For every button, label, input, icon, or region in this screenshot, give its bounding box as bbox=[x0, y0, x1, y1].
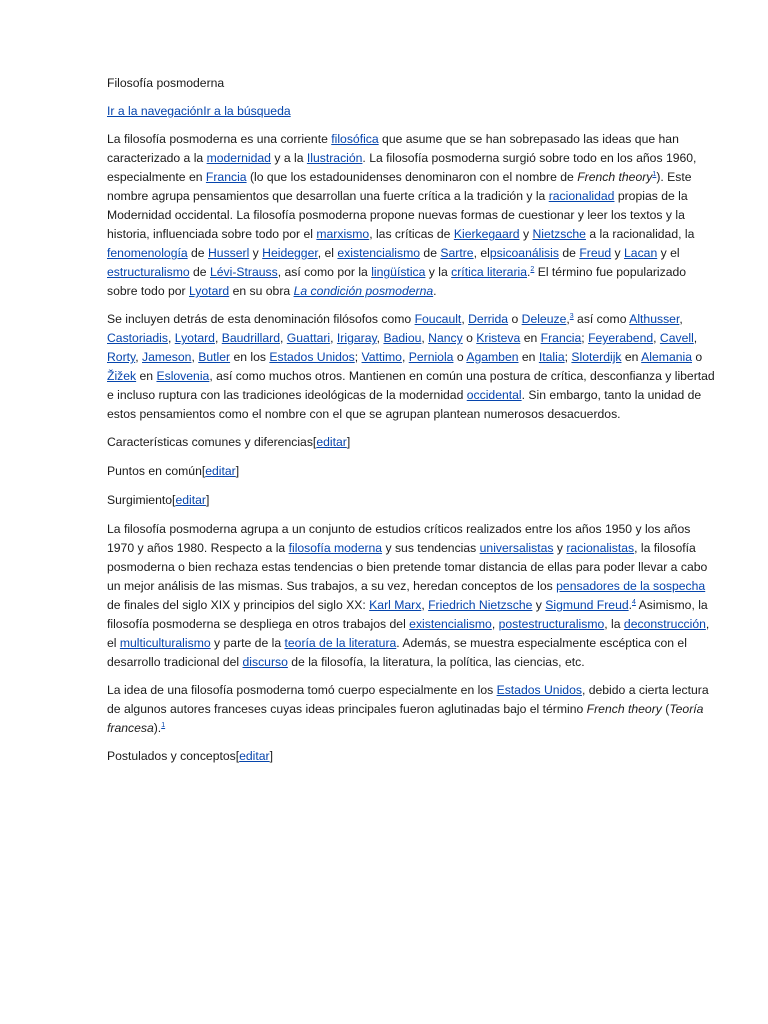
text-run: a la racionalidad, la bbox=[585, 227, 695, 241]
link-racionalidad[interactable]: racionalidad bbox=[548, 189, 615, 203]
text-run: , bbox=[566, 312, 570, 326]
link-lacan[interactable]: Lacan bbox=[624, 246, 658, 260]
text-run: , bbox=[421, 331, 429, 345]
text-run: o bbox=[462, 331, 477, 345]
link-karl-marx[interactable]: Karl Marx bbox=[369, 598, 422, 612]
bracket: ] bbox=[235, 464, 240, 478]
text-run: de bbox=[189, 265, 210, 279]
link-rorty[interactable]: Rorty bbox=[107, 350, 136, 364]
link-psicoanalisis[interactable]: psicoanálisis bbox=[489, 246, 559, 260]
link-sartre[interactable]: Sartre bbox=[440, 246, 474, 260]
text-run: en su obra bbox=[229, 284, 294, 298]
footnote-1b-link[interactable]: 1 bbox=[161, 721, 166, 729]
link-derrida[interactable]: Derrida bbox=[468, 312, 509, 326]
link-friedrich-nietzsche[interactable]: Friedrich Nietzsche bbox=[428, 598, 533, 612]
bracket: [ bbox=[172, 493, 176, 507]
section-heading-surgimiento bbox=[107, 491, 716, 510]
link-butler[interactable]: Butler bbox=[198, 350, 231, 364]
text-run: El término fue popularizado sobre todo por bbox=[107, 265, 687, 298]
text-run: o bbox=[691, 350, 703, 364]
link-filosofia-moderna[interactable]: filosofía moderna bbox=[288, 541, 383, 555]
text-run: y parte de la bbox=[210, 636, 285, 650]
footnote-2-link[interactable]: 2 bbox=[530, 265, 535, 273]
link-lyotard[interactable]: Lyotard bbox=[188, 284, 230, 298]
link-foucault[interactable]: Foucault bbox=[414, 312, 462, 326]
link-husserl[interactable]: Husserl bbox=[207, 246, 250, 260]
text-run: . bbox=[527, 265, 531, 279]
text-run: Se incluyen detrás de esta denominación filósofos como bbox=[107, 312, 415, 326]
link-modernidad[interactable]: modernidad bbox=[206, 151, 271, 165]
text-run: así como bbox=[573, 312, 630, 326]
link-estructuralismo[interactable]: estructuralismo bbox=[107, 265, 190, 279]
text-run: en bbox=[621, 350, 642, 364]
edit-link[interactable]: editar bbox=[175, 493, 206, 507]
text-run: , bbox=[421, 598, 429, 612]
link-multiculturalismo[interactable]: multiculturalismo bbox=[119, 636, 211, 650]
text-run: , bbox=[693, 331, 698, 345]
text-run: , bbox=[167, 331, 175, 345]
section-heading-postulados bbox=[107, 747, 716, 766]
text-run: en bbox=[520, 331, 541, 345]
text-run: , bbox=[280, 331, 287, 345]
text-run: y a la bbox=[270, 151, 307, 165]
link-nietzsche[interactable]: Nietzsche bbox=[532, 227, 586, 241]
link-kierkegaard[interactable]: Kierkegaard bbox=[453, 227, 520, 241]
text-run: ). Este nombre agrupa pensamientos que desarrollan una fuerte crítica a la tradición y la bbox=[107, 170, 692, 203]
bracket: ] bbox=[346, 435, 351, 449]
italic-term: Teoría francesa bbox=[107, 702, 704, 735]
text-run: . Además, se muestra especialmente escéptica con el desarrollo tradicional del bbox=[107, 636, 687, 669]
edit-link[interactable]: editar bbox=[316, 435, 347, 449]
text-run: y bbox=[532, 598, 546, 612]
link-la-condicion-posmoderna[interactable] bbox=[293, 284, 437, 298]
heading-text: Puntos en común bbox=[107, 464, 202, 478]
text-run: , el bbox=[317, 246, 338, 260]
link-teoria-de-la-literatura[interactable]: teoría de la literatura bbox=[284, 636, 397, 650]
link-kristeva[interactable]: Kristeva bbox=[476, 331, 521, 345]
link-pensadores-de-la-sospecha[interactable]: pensadores de la sospecha bbox=[556, 579, 706, 593]
footnote-4-link[interactable]: 4 bbox=[632, 598, 636, 606]
link-linguistica[interactable]: lingüística bbox=[371, 265, 426, 279]
link-existencialismo[interactable]: existencialismo bbox=[337, 246, 421, 260]
text-run: o bbox=[453, 350, 467, 364]
link-eslovenia[interactable]: Eslovenia bbox=[156, 369, 210, 383]
link-sigmund-freud[interactable]: Sigmund Freud bbox=[545, 598, 629, 612]
link-zizek[interactable]: Žižek bbox=[107, 369, 137, 383]
link-cavell[interactable]: Cavell bbox=[659, 331, 694, 345]
philosophers-paragraph bbox=[107, 310, 716, 424]
link-francia[interactable]: Francia bbox=[205, 170, 247, 184]
link-badiou[interactable]: Badiou bbox=[383, 331, 422, 345]
text-run: , las críticas de bbox=[369, 227, 454, 241]
link-irigaray[interactable]: Irigaray bbox=[336, 331, 377, 345]
link-deconstruccion[interactable]: deconstrucción bbox=[623, 617, 706, 631]
bracket: [ bbox=[201, 464, 206, 478]
link-deleuze[interactable]: Deleuze bbox=[521, 312, 567, 326]
bracket: [ bbox=[312, 435, 317, 449]
section-heading-puntos bbox=[107, 462, 716, 481]
text-run: , bbox=[679, 312, 683, 326]
text-run: , bbox=[376, 331, 384, 345]
heading-text: Postulados y conceptos bbox=[107, 749, 236, 763]
link-occidental[interactable]: occidental bbox=[466, 388, 522, 402]
link-vattimo[interactable]: Vattimo bbox=[361, 350, 402, 364]
skip-to-navigation-link[interactable]: Ir a la navegación bbox=[107, 104, 204, 118]
text-run: de bbox=[420, 246, 441, 260]
text-run: , bbox=[653, 331, 660, 345]
edit-link[interactable]: editar bbox=[205, 464, 236, 478]
bracket: ] bbox=[269, 749, 274, 763]
page-title: Filosofía posmoderna bbox=[107, 76, 225, 90]
text-run: ; bbox=[581, 331, 589, 345]
text-run: y bbox=[611, 246, 625, 260]
text-run: (lo que los estadounidenses denominaron con el nombre de bbox=[246, 170, 578, 184]
french-theory-paragraph bbox=[107, 681, 716, 738]
text-run: propias de la Modernidad occidental. La filosofía posmoderna propone nuevas formas de cuestionar y leer los textos y la historia, influenciada sobre todo por el bbox=[107, 189, 688, 241]
text-run: en bbox=[136, 369, 157, 383]
text-run: La filosofía posmoderna agrupa a un conjunto de estudios críticos realizados entre los años 1950 y los años 1970 y años 1980. Respecto a la bbox=[107, 522, 691, 555]
text-run: . La filosofía posmoderna surgió sobre todo en los años 1960, especialmente en bbox=[107, 151, 697, 184]
text-run: y sus tendencias bbox=[382, 541, 480, 555]
text-run: , así como muchos otros. Mantienen en común una postura de crítica, desconfianza y libertad e incluso ruptura con las tradiciones ideológicas de la modernidad bbox=[107, 369, 715, 402]
text-run: de bbox=[187, 246, 208, 260]
link-ilustracion[interactable]: Ilustración bbox=[306, 151, 363, 165]
text-run: , debido a cierta lectura de algunos autores franceses cuyas ideas principales fueron aglutinadas bajo el término bbox=[107, 683, 709, 716]
link-sloterdijk[interactable]: Sloterdijk bbox=[571, 350, 622, 364]
skip-to-search-link[interactable]: Ir a la búsqueda bbox=[203, 104, 291, 118]
bracket: [ bbox=[235, 749, 240, 763]
italic-title: La condición posmoderna bbox=[293, 284, 434, 298]
edit-link[interactable]: editar bbox=[239, 749, 270, 763]
italic-term: French theory bbox=[586, 702, 662, 716]
link-critica-literaria[interactable]: crítica literaria bbox=[451, 265, 528, 279]
link-guattari[interactable]: Guattari bbox=[286, 331, 331, 345]
text-run: , el bbox=[473, 246, 490, 260]
link-italia[interactable]: Italia bbox=[538, 350, 565, 364]
text-run: La filosofía posmoderna es una corriente bbox=[107, 132, 332, 146]
link-estados-unidos[interactable]: Estados Unidos bbox=[269, 350, 355, 364]
text-run: o bbox=[508, 312, 522, 326]
text-run: ; bbox=[354, 350, 362, 364]
text-run: . bbox=[433, 284, 437, 298]
link-francia-2[interactable]: Francia bbox=[540, 331, 582, 345]
text-run: en los bbox=[230, 350, 270, 364]
text-run: y bbox=[249, 246, 263, 260]
text-run: y el bbox=[657, 246, 680, 260]
link-existencialismo-2[interactable]: existencialismo bbox=[409, 617, 492, 631]
link-nancy[interactable]: Nancy bbox=[428, 331, 463, 345]
link-discurso[interactable]: discurso bbox=[242, 655, 288, 669]
bracket: ] bbox=[205, 493, 210, 507]
text-run: , bbox=[191, 350, 199, 364]
text-run: , bbox=[214, 331, 222, 345]
text-run: y bbox=[553, 541, 567, 555]
link-althusser[interactable]: Althusser bbox=[629, 312, 680, 326]
link-racionalistas[interactable]: racionalistas bbox=[566, 541, 635, 555]
link-castoriadis[interactable]: Castoriadis bbox=[107, 331, 168, 345]
link-levi-strauss[interactable]: Lévi-Strauss bbox=[209, 265, 278, 279]
text-run: , el bbox=[107, 617, 710, 650]
text-run: La idea de una filosofía posmoderna tomó cuerpo especialmente en los bbox=[107, 683, 497, 697]
link-lyotard-2[interactable]: Lyotard bbox=[174, 331, 215, 345]
heading-text: Surgimiento bbox=[107, 493, 173, 507]
link-feyerabend[interactable]: Feyerabend bbox=[588, 331, 654, 345]
text-run: que asume que se han sobrepasado las ideas que han caracterizado a la bbox=[107, 132, 679, 165]
link-postestructuralismo[interactable]: postestructuralismo bbox=[498, 617, 605, 631]
footnote-ref bbox=[161, 722, 165, 729]
heading-text: Características comunes y diferencias bbox=[107, 435, 313, 449]
link-universalistas[interactable]: universalistas bbox=[479, 541, 554, 555]
text-run: , así como por la bbox=[277, 265, 372, 279]
text-run: Asimismo, la filosofía posmoderna se despliega en otros trabajos del bbox=[107, 598, 708, 631]
text-run: , bbox=[401, 350, 409, 364]
text-run: ( bbox=[661, 702, 670, 716]
text-run: de finales del siglo XIX y principios del siglo XX: bbox=[107, 598, 370, 612]
link-fenomenologia[interactable]: fenomenología bbox=[107, 246, 188, 260]
link-perniola[interactable]: Perniola bbox=[408, 350, 454, 364]
link-filosofica[interactable]: filosófica bbox=[331, 132, 379, 146]
footnote-1-link[interactable]: 1 bbox=[652, 170, 657, 178]
skip-links bbox=[107, 102, 716, 121]
link-agamben[interactable]: Agamben bbox=[466, 350, 519, 364]
link-heidegger[interactable]: Heidegger bbox=[262, 246, 318, 260]
text-run: de bbox=[558, 246, 580, 260]
link-baudrillard[interactable]: Baudrillard bbox=[221, 331, 280, 345]
text-run: de la filosofía, la literatura, la política, las ciencias, etc. bbox=[287, 655, 585, 669]
text-run: . bbox=[628, 598, 633, 612]
text-run: y bbox=[519, 227, 533, 241]
text-run: , la bbox=[604, 617, 624, 631]
section-heading-caracteristicas bbox=[107, 433, 716, 452]
italic-term: French theory bbox=[577, 170, 653, 184]
link-estados-unidos-2[interactable]: Estados Unidos bbox=[496, 683, 582, 697]
text-run: , bbox=[491, 617, 499, 631]
text-run: , bbox=[461, 312, 469, 326]
link-marxismo[interactable]: marxismo bbox=[316, 227, 370, 241]
text-run: ; bbox=[564, 350, 572, 364]
link-alemania[interactable]: Alemania bbox=[641, 350, 692, 364]
intro-paragraph bbox=[107, 130, 716, 301]
surgimiento-paragraph bbox=[107, 520, 716, 672]
text-run: , bbox=[135, 350, 142, 364]
text-run: y la bbox=[425, 265, 452, 279]
text-run: ). bbox=[153, 721, 162, 735]
text-run: en bbox=[518, 350, 539, 364]
footnote-3-link[interactable]: 3 bbox=[569, 312, 574, 320]
text-run: . Sin embargo, tanto la unidad de estos pensamientos como el nombre con el que se agrupan plantean numerosos desacuerdos. bbox=[107, 388, 702, 421]
link-freud[interactable]: Freud bbox=[579, 246, 612, 260]
link-jameson[interactable]: Jameson bbox=[142, 350, 192, 364]
text-run: , la filosofía posmoderna o bien rechaza estas tendencias o bien pretende tomar distancia de ellas para poder llevar a cabo un mejor análisis de las mismas. Sus trabajos, a su vez, heredan conceptos de los bbox=[107, 541, 708, 593]
text-run: , bbox=[330, 331, 337, 345]
